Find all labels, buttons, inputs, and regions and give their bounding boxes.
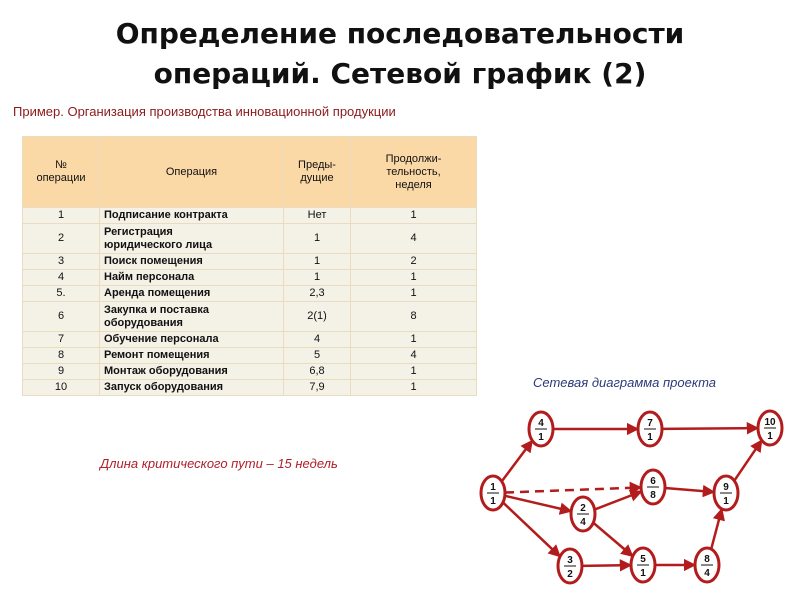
node-number: 9 [723,482,729,493]
header-operation: Операция [100,137,283,207]
node-9 [714,476,738,510]
cell-operation: Обучение персонала [100,332,283,347]
cell-predecessors: 2,3 [284,286,350,301]
header-predecessors-line1: Преды- [298,159,336,171]
node-number: 3 [567,555,573,566]
node-duration: 1 [647,432,653,443]
critical-path-note: Длина критического пути – 15 недель [100,456,338,471]
cell-duration: 1 [351,380,476,395]
cell-number: 5. [23,286,99,301]
cell-number: 10 [23,380,99,395]
cell-number: 6 [23,302,99,331]
node-3 [558,549,582,583]
cell-predecessors: Нет [284,208,350,223]
edge-1-6 [505,487,641,492]
node-number: 1 [490,482,496,493]
cell-duration: 1 [351,364,476,379]
cell-duration: 1 [351,208,476,223]
cell-predecessors: 7,9 [284,380,350,395]
edge-2-6 [595,491,642,509]
cell-number: 7 [23,332,99,347]
cell-number: 8 [23,348,99,363]
cell-predecessors: 1 [284,254,350,269]
node-number: 6 [650,476,656,487]
edge-9-10 [734,440,761,480]
cell-number: 3 [23,254,99,269]
cell-operation: Монтаж оборудования [100,364,283,379]
cell-duration: 1 [351,270,476,285]
cell-number: 4 [23,270,99,285]
cell-operation: Найм персонала [100,270,283,285]
edge-8-9 [711,509,722,549]
node-7 [638,412,662,446]
node-number: 4 [538,418,544,429]
edge-2-5 [593,523,632,557]
edge-1-2 [505,496,571,511]
node-10 [758,411,782,445]
edge-7-10 [662,428,758,429]
node-number: 2 [580,503,586,514]
node-duration: 1 [723,496,729,507]
cell-number: 1 [23,208,99,223]
cell-predecessors: 4 [284,332,350,347]
node-8 [695,548,719,582]
node-5 [631,548,655,582]
cell-operation-line2: оборудования [104,316,183,329]
edge-1-3 [503,502,560,556]
cell-number: 2 [23,224,99,253]
cell-duration: 4 [351,224,476,253]
cell-predecessors: 6,8 [284,364,350,379]
cell-duration: 8 [351,302,476,331]
cell-operation-line2: юридического лица [104,238,213,251]
cell-operation: Запуск оборудования [100,380,283,395]
node-duration: 1 [640,568,646,579]
cell-predecessors: 1 [284,270,350,285]
node-2 [571,497,595,531]
cell-operation: Подписание контракта [100,208,283,223]
node-duration: 1 [767,431,773,442]
cell-duration: 4 [351,348,476,363]
slide-title-line2: операций. Сетевой график (2) [153,57,647,90]
slide-title-line1: Определение последовательности [115,17,685,50]
cell-duration: 1 [351,332,476,347]
node-duration: 4 [580,517,586,528]
node-1 [481,476,505,510]
node-number: 5 [640,554,646,565]
cell-predecessors: 1 [284,224,350,253]
cell-operation-line1: Закупка и поставка [104,303,209,316]
node-4 [529,412,553,446]
node-number: 10 [764,417,776,428]
header-duration-line1: Продолжи- [385,152,442,165]
header-predecessors-line2: дущие [300,172,334,184]
header-duration-line2: тельность, [386,165,441,178]
node-duration: 1 [538,432,544,443]
cell-operation-line1: Регистрация [104,225,173,238]
header-duration-line3: неделя [395,178,432,191]
cell-duration: 2 [351,254,476,269]
header-number-line1: № [55,159,67,171]
slide-subtitle: Пример. Организация производства инновационной продукции [13,104,396,119]
node-duration: 8 [650,490,656,501]
node-duration: 1 [490,496,496,507]
edge-1-4 [502,441,533,482]
cell-predecessors: 2(1) [284,302,350,331]
node-duration: 4 [704,568,710,579]
cell-operation: Ремонт помещения [100,348,283,363]
network-caption: Сетевая диаграмма проекта [533,375,717,390]
cell-operation: Поиск помещения [100,254,283,269]
node-number: 7 [647,418,653,429]
edge-6-9 [665,488,714,492]
edge-3-5 [582,565,631,566]
cell-operation: Аренда помещения [100,286,283,301]
cell-predecessors: 5 [284,348,350,363]
header-number-line2: операции [36,172,86,184]
node-6 [641,470,665,504]
cell-number: 9 [23,364,99,379]
cell-duration: 1 [351,286,476,301]
node-duration: 2 [567,569,573,580]
node-number: 8 [704,554,710,565]
